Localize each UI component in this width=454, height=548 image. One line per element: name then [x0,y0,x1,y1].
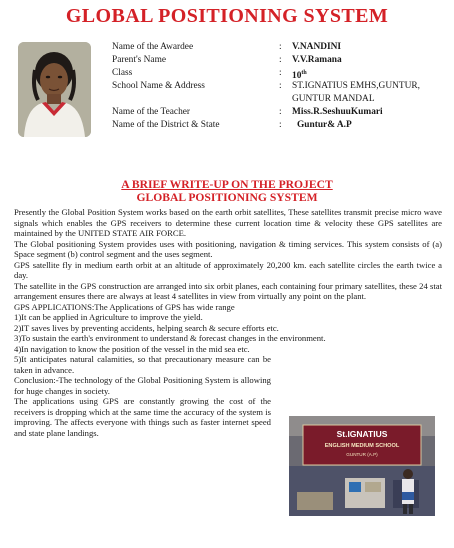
awardee-details [112,41,447,132]
awardee-name-value: V.NANDINI [292,42,342,52]
district-value: Guntur& A.P [297,120,352,130]
colon: : [279,107,282,117]
district-label: Name of the District & State [112,120,220,130]
awardee-row-name [112,41,447,54]
awardee-name-label: Name of the Awardee [112,42,194,52]
teacher-label: Name of the Teacher [112,107,191,117]
list-item: 2)IT saves lives by preventing accidents, helping search & secure efforts etc. [14,322,279,333]
paragraph: GPS APPLICATIONS:The Applications of GPS has wide range [14,301,235,312]
list-item: 5)It anticipates natural calamities, so that precautionary measure can be taken in advance. [14,354,271,375]
awardee-row-class [112,67,447,80]
awardee-row-school [112,80,447,106]
student-photo [18,42,91,137]
writeup-heading-line2: GLOBAL POSITIONING SYSTEM [136,191,318,204]
student-portrait-image [18,42,91,137]
colon: : [279,81,282,91]
paragraph: GPS satellite fly in medium earth orbit at an altitude of approximately 20,200 km. each satellite circles the earth twice a day. [14,259,442,280]
class-ordinal-suffix: th [301,70,307,76]
paragraph: Conclusion:-The technology of the Global Positioning System is allowing for huge changes in society. [14,375,271,396]
school-label: School Name & Address [112,81,205,91]
class-label: Class [112,68,133,78]
writeup-heading-line1: A BRIEF WRITE-UP ON THE PROJECT [121,178,333,191]
paragraph: The satellite in the GPS construction are arranged into six orbit planes, each containing four primary satellites, these 24 stat arrangement ensures there are always at least 4 satellites in view from virtually any point on the plant. [14,280,442,301]
school-sign-line2: ENGLISH MEDIUM SCHOOL [324,443,400,449]
school-exhibit-photo [289,416,435,516]
colon: : [279,68,282,78]
school-sign-line3: GUNTUR (A.P) [346,452,378,457]
writeup-heading [0,178,454,204]
paragraph: Presently the Global Position System works based on the earth orbit satellites, These satellites transmit precise micro wave signals which enables the GPS receivers to determine these current location time & velocity these GPS satellites are maintained by the UNITED STATE AIR FORCE. [14,207,442,238]
awardee-row-district [112,119,447,132]
parent-name-value: V.V.Ramana [292,55,342,65]
paragraph: The applications using GPS are constantly growing the cost of the receivers is dropping which at the same time the accuracy of the system is improving. The affects everyone with things such as faster internet speed and state plane landings. [14,396,271,438]
paragraph: The Global positioning System provides uses with positioning, navigation & timing services. This system consists of (a) Space segment (b) control segment and the uses segment. [14,238,442,259]
teacher-value: Miss.R.SeshuuKumari [292,107,383,117]
awardee-row-parent [112,54,447,67]
school-value: ST.IGNATIUS EMHS,GUNTUR, GUNTUR MANDAL [292,81,420,104]
writeup-body [14,207,442,438]
list-item: 3)To sustain the earth's environment to understand & forecast changes in the environment. [14,333,326,343]
colon: : [279,120,282,130]
school-exhibit-image [289,416,435,516]
awardee-row-teacher [112,106,447,119]
colon: : [279,42,282,52]
page-title: GLOBAL POSITIONING SYSTEM [65,5,389,27]
parent-name-label: Parent's Name [112,55,167,65]
class-number: 10 [292,71,302,82]
school-sign-line1: St.IGNATIUS [336,429,388,439]
list-item: 1)It can be applied in Agriculture to improve the yield. [14,312,203,322]
list-item: 4)In navigation to know the position of the vessel in the mid sea etc. [14,343,250,354]
colon: : [279,55,282,65]
